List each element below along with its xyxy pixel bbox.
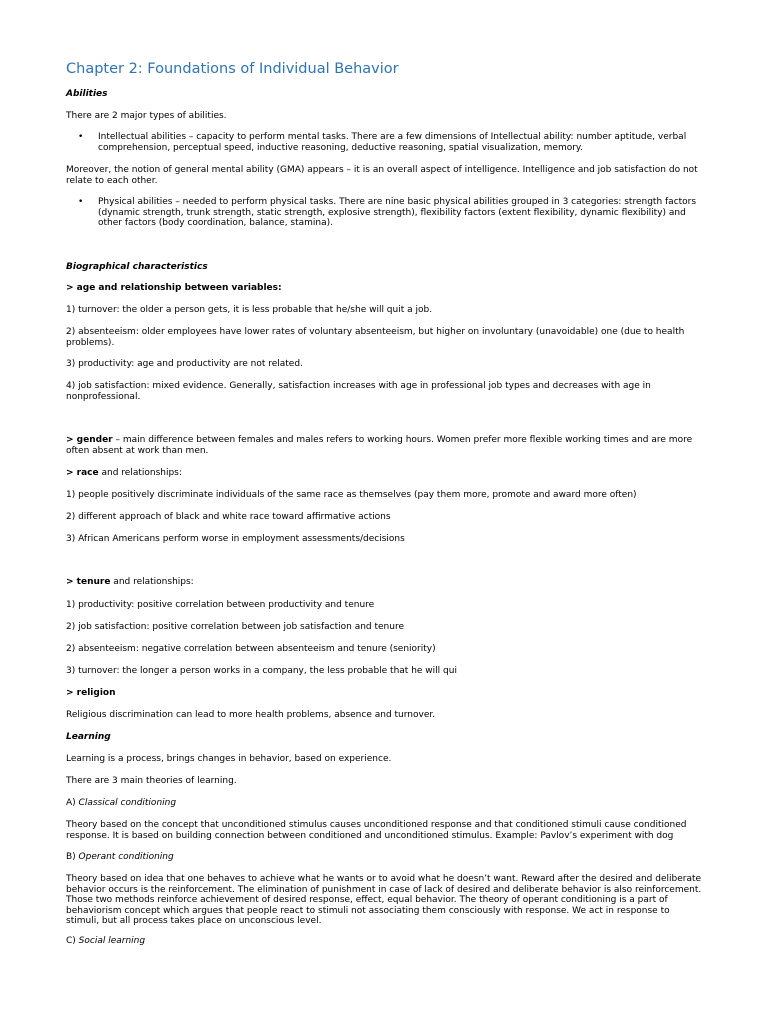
race-heading bbox=[66, 468, 702, 479]
tenure-item: 2) job satisfaction: positive correlation between job satisfaction and tenure bbox=[66, 622, 405, 632]
race-label: > race bbox=[66, 468, 99, 478]
section-heading-learning: Learning bbox=[66, 732, 111, 742]
learning-theories: There are 3 main theories of learning. bbox=[66, 776, 237, 786]
theory-c-prefix: C) bbox=[66, 936, 79, 946]
gender-label: > gender bbox=[66, 435, 113, 445]
bullet-text: Intellectual abilities – capacity to perform mental tasks. There are a few dimensions of Intellectual ability: number aptitude, verbal comprehension, perceptual speed, inductive reasoning, deductive reasoning, spatial visualization, memory. bbox=[98, 132, 687, 153]
age-item: 1) turnover: the older a person gets, it is less probable that he/she will quit a job. bbox=[66, 305, 433, 315]
age-item: 4) job satisfaction: mixed evidence. Generally, satisfaction increases with age in professional job types and decreases with age in nonprofessional. bbox=[66, 381, 651, 402]
race-item: 2) different approach of black and white race toward affirmative actions bbox=[66, 512, 391, 522]
age-item: 3) productivity: age and productivity are not related. bbox=[66, 359, 303, 369]
theory-c-name: Social learning bbox=[78, 936, 146, 946]
theory-a-name: Classical conditioning bbox=[78, 798, 177, 808]
bullet-marker: • bbox=[78, 132, 84, 142]
theory-a-text: Theory based on the concept that unconditioned stimulus causes unconditioned response and that conditioned stimuli cause conditioned response. It is based on building connection between conditioned and unconditioned stimulus. Example: Pavlov’s experiment with dog bbox=[66, 820, 687, 841]
age-heading: > age and relationship between variables: bbox=[66, 283, 282, 293]
gma-paragraph: Moreover, the notion of general mental ability (GMA) appears – it is an overall aspect of intelligence. Intelligence and job satisfaction do not relate to each other. bbox=[66, 165, 698, 186]
theory-b-text: Theory based on idea that one behaves to achieve what he wants or to avoid what he doesn’t want. Reward after the desired and deliberate behavior occurs is the reinforcement. The elimination of punishment in case of lack of desired and deliberate behavior is also reinforcement. Those two methods reinforce achievement of desired response, effect, equal behavior. The theory of operant conditioning is a part of behaviorism concept which argues that people react to stimuli not associating them consciously with response. We act in response to stimuli, but all process takes place on unconscious level. bbox=[66, 874, 702, 926]
race-item: 3) African Americans perform worse in employment assessments/decisions bbox=[66, 534, 405, 544]
learning-intro: Learning is a process, brings changes in behavior, based on experience. bbox=[66, 754, 392, 764]
section-heading-biographical: Biographical characteristics bbox=[66, 262, 208, 272]
religion-heading: > religion bbox=[66, 688, 116, 698]
theory-c-heading bbox=[66, 936, 702, 947]
bullet-intellectual-abilities bbox=[78, 132, 702, 153]
gender-paragraph bbox=[66, 435, 702, 456]
tenure-text: and relationships: bbox=[110, 577, 194, 587]
abilities-intro: There are 2 major types of abilities. bbox=[66, 111, 227, 121]
bullet-text: Physical abilities – needed to perform physical tasks. There are nine basic physical abilities grouped in 3 categories: strength factors (dynamic strength, trunk strength, static strength, explosive strength), flexibility factors (extent flexibility, dynamic flexibility) and other factors (body coordination, balance, stamina). bbox=[98, 197, 697, 228]
section-heading-abilities: Abilities bbox=[66, 89, 108, 99]
theory-a-prefix: A) bbox=[66, 798, 79, 808]
theory-b-name: Operant conditioning bbox=[78, 852, 174, 862]
tenure-label: > tenure bbox=[66, 577, 111, 587]
tenure-item: 3) turnover: the longer a person works in a company, the less probable that he will qui bbox=[66, 666, 457, 676]
theory-b-prefix: B) bbox=[66, 852, 79, 862]
race-item: 1) people positively discriminate individuals of the same race as themselves (pay them more, promote and award more often) bbox=[66, 490, 637, 500]
tenure-item: 2) absenteeism: negative correlation between absenteeism and tenure (seniority) bbox=[66, 644, 436, 654]
religion-paragraph: Religious discrimination can lead to more health problems, absence and turnover. bbox=[66, 710, 436, 720]
bullet-marker: • bbox=[78, 197, 84, 207]
gender-text: – main difference between females and males refers to working hours. Women prefer more flexible working times and are more often absent at work than men. bbox=[66, 435, 693, 456]
bullet-physical-abilities bbox=[78, 197, 702, 229]
age-item: 2) absenteeism: older employees have lower rates of voluntary absenteeism, but higher on involuntary (unavoidable) one (due to health problems). bbox=[66, 327, 685, 348]
theory-a-heading bbox=[66, 798, 702, 809]
theory-b-heading bbox=[66, 852, 702, 863]
race-text: and relationships: bbox=[98, 468, 182, 478]
tenure-item: 1) productivity: positive correlation between productivity and tenure bbox=[66, 600, 375, 610]
tenure-heading bbox=[66, 577, 702, 588]
page-title: Chapter 2: Foundations of Individual Behavior bbox=[66, 61, 399, 77]
